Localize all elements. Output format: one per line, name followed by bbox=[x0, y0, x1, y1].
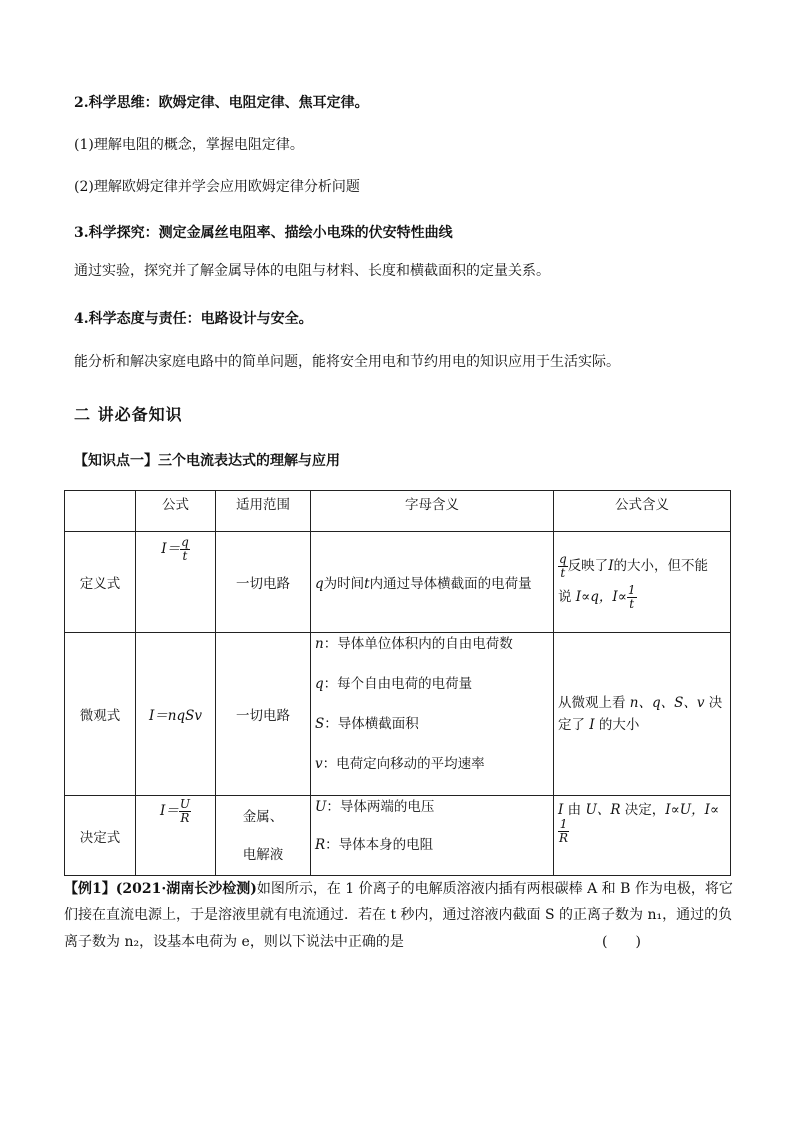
meaning-q: ：每个自由电荷的电荷量 bbox=[323, 676, 473, 692]
meaning-line-v bbox=[315, 755, 549, 773]
micro-scope: 一切电路 bbox=[216, 633, 311, 796]
objective-2-item-2: (2)理解欧姆定律并学会应用欧姆定律分析问题 bbox=[74, 179, 360, 195]
meaning-v: ：电荷定向移动的平均速率 bbox=[322, 756, 485, 772]
example-text-1: 如图所示，在 1 价离子的电解质溶液内插有两根碳棒 A 和 B 作为电极，将它 bbox=[256, 881, 733, 897]
objective-2-heading: 2.科学思维：欧姆定律、电阻定律、焦耳定律。 bbox=[74, 95, 369, 111]
scope-line-1: 金属、 bbox=[242, 808, 284, 825]
micro-sense-a: 从微观上看 bbox=[558, 695, 630, 711]
micro-formula-meaning bbox=[554, 633, 731, 796]
row-name-definition: 定义式 bbox=[65, 532, 136, 633]
micro-formula: I＝nqSv bbox=[136, 633, 216, 796]
det-denominator: R bbox=[559, 831, 569, 845]
header-formula-meaning: 公式含义 bbox=[554, 491, 731, 532]
formula-lhs: I＝ bbox=[160, 803, 179, 819]
meaning-line-n bbox=[315, 635, 549, 653]
sense-denominator: t bbox=[560, 566, 566, 580]
definition-formula-meaning bbox=[554, 532, 731, 633]
table-row-micro bbox=[65, 633, 731, 796]
header-formula: 公式 bbox=[136, 491, 216, 532]
det-sense-I: I bbox=[558, 802, 564, 818]
objective-2-item-1: (1)理解电阻的概念，掌握电阻定律。 bbox=[74, 137, 304, 153]
formula-fraction bbox=[179, 798, 191, 825]
objective-3-text: 通过实验，探究并了解金属导体的电阻与材料、长度和横截面积的定量关系。 bbox=[74, 263, 550, 279]
micro-sense-symbols: n、q、S、v bbox=[629, 695, 705, 711]
micro-sense-d: 的大小 bbox=[594, 717, 640, 733]
definition-letter-meaning bbox=[311, 532, 554, 633]
answer-parentheses: ( ) bbox=[602, 934, 641, 950]
micro-sense-c: 定了 bbox=[558, 717, 590, 733]
row-name-determining: 决定式 bbox=[65, 796, 136, 876]
determining-letter-meaning bbox=[311, 796, 554, 876]
meaning-line-r bbox=[315, 836, 549, 854]
det-numerator: 1 bbox=[559, 817, 568, 831]
meaning-line-q bbox=[315, 675, 549, 693]
meaning-text-b: 内通过导体横截面的电荷量 bbox=[369, 576, 532, 592]
definition-scope: 一切电路 bbox=[216, 532, 311, 633]
table-header-row bbox=[65, 491, 731, 532]
symbol-q: q bbox=[315, 676, 324, 692]
symbol-I: I bbox=[608, 558, 614, 574]
symbol-q: q bbox=[315, 576, 324, 592]
example-source: (2021·湖南长沙检测) bbox=[115, 881, 257, 897]
meaning-text-a: 为时间 bbox=[323, 576, 365, 592]
example-line-2: 们接在直流电源上，于是溶液里就有电流通过．若在 t 秒内，通过溶液内截面 S 的正离子数为 n₁，通过的负 bbox=[64, 907, 733, 923]
formula-table bbox=[64, 490, 731, 876]
symbol-r: R bbox=[315, 837, 326, 853]
sense-proportion: I∝q，I∝ bbox=[575, 589, 627, 605]
header-letter-meaning: 字母含义 bbox=[311, 491, 554, 532]
scope-line-2: 电解液 bbox=[242, 846, 284, 863]
meaning-n: ：导体单位体积内的自由电荷数 bbox=[323, 636, 513, 652]
symbol-n: n bbox=[315, 636, 324, 652]
sense-numerator: q bbox=[559, 552, 567, 566]
meaning-u: ：导体两端的电压 bbox=[326, 799, 435, 815]
micro-sense-I: I bbox=[589, 717, 595, 733]
det-sense-ur: U、R bbox=[585, 802, 621, 818]
sense-fraction bbox=[558, 553, 568, 580]
fraction-numerator: U bbox=[179, 797, 190, 811]
sense-text-c: 说 bbox=[558, 589, 576, 605]
symbol-s: S bbox=[315, 716, 325, 732]
formula-lhs: I＝ bbox=[161, 541, 181, 557]
sense-text-b: 的大小，但不能 bbox=[613, 558, 709, 574]
row-name-micro: 微观式 bbox=[65, 633, 136, 796]
meaning-s: ：导体横截面积 bbox=[324, 716, 419, 732]
table-row-definition bbox=[65, 532, 731, 633]
objective-4-text: 能分析和解决家庭电路中的简单问题，能将安全用电和节约用电的知识应用于生活实际。 bbox=[74, 354, 620, 370]
sense2-numerator: 1 bbox=[627, 583, 636, 597]
knowledge-point-title: 【知识点一】三个电流表达式的理解与应用 bbox=[74, 453, 340, 469]
micro-letter-meaning bbox=[311, 633, 554, 796]
meaning-line-u bbox=[315, 798, 549, 816]
example-line-1 bbox=[64, 880, 733, 898]
formula-fraction bbox=[180, 536, 190, 563]
det-sense-d: 决定， bbox=[620, 802, 666, 818]
fraction-denominator: t bbox=[182, 549, 188, 563]
fraction-denominator: R bbox=[180, 811, 190, 825]
objective-4-heading: 4.科学态度与责任：电路设计与安全。 bbox=[74, 311, 313, 327]
meaning-line-s bbox=[315, 715, 549, 733]
example-line-3: 离子数为 n₂，设基本电荷为 e，则以下说法中正确的是 bbox=[64, 934, 404, 950]
header-scope: 适用范围 bbox=[216, 491, 311, 532]
definition-formula bbox=[136, 532, 216, 633]
table-row-determining bbox=[65, 796, 731, 876]
objective-3-heading: 3.科学探究：测定金属丝电阻率、描绘小电珠的伏安特性曲线 bbox=[74, 225, 453, 241]
determining-formula bbox=[136, 796, 216, 876]
symbol-t: t bbox=[364, 576, 370, 592]
sense2-denominator: t bbox=[629, 597, 635, 611]
micro-sense-b: 决 bbox=[704, 695, 723, 711]
determining-scope bbox=[216, 796, 311, 876]
det-sense-prop: I∝U，I∝ bbox=[665, 802, 720, 818]
fraction-numerator: q bbox=[181, 535, 189, 549]
header-empty-cell bbox=[65, 491, 136, 532]
example-tag: 【例1】 bbox=[64, 881, 116, 897]
section-title: 二 讲必备知识 bbox=[74, 405, 183, 424]
sense-fraction-2 bbox=[627, 584, 637, 611]
det-sense-b: 由 bbox=[563, 802, 586, 818]
sense-text-a: 反映了 bbox=[567, 558, 609, 574]
determining-formula-meaning bbox=[554, 796, 731, 876]
symbol-u: U bbox=[315, 799, 327, 815]
meaning-r: ：导体本身的电阻 bbox=[325, 837, 434, 853]
det-sense-fraction bbox=[558, 818, 569, 845]
symbol-v: v bbox=[315, 756, 323, 772]
